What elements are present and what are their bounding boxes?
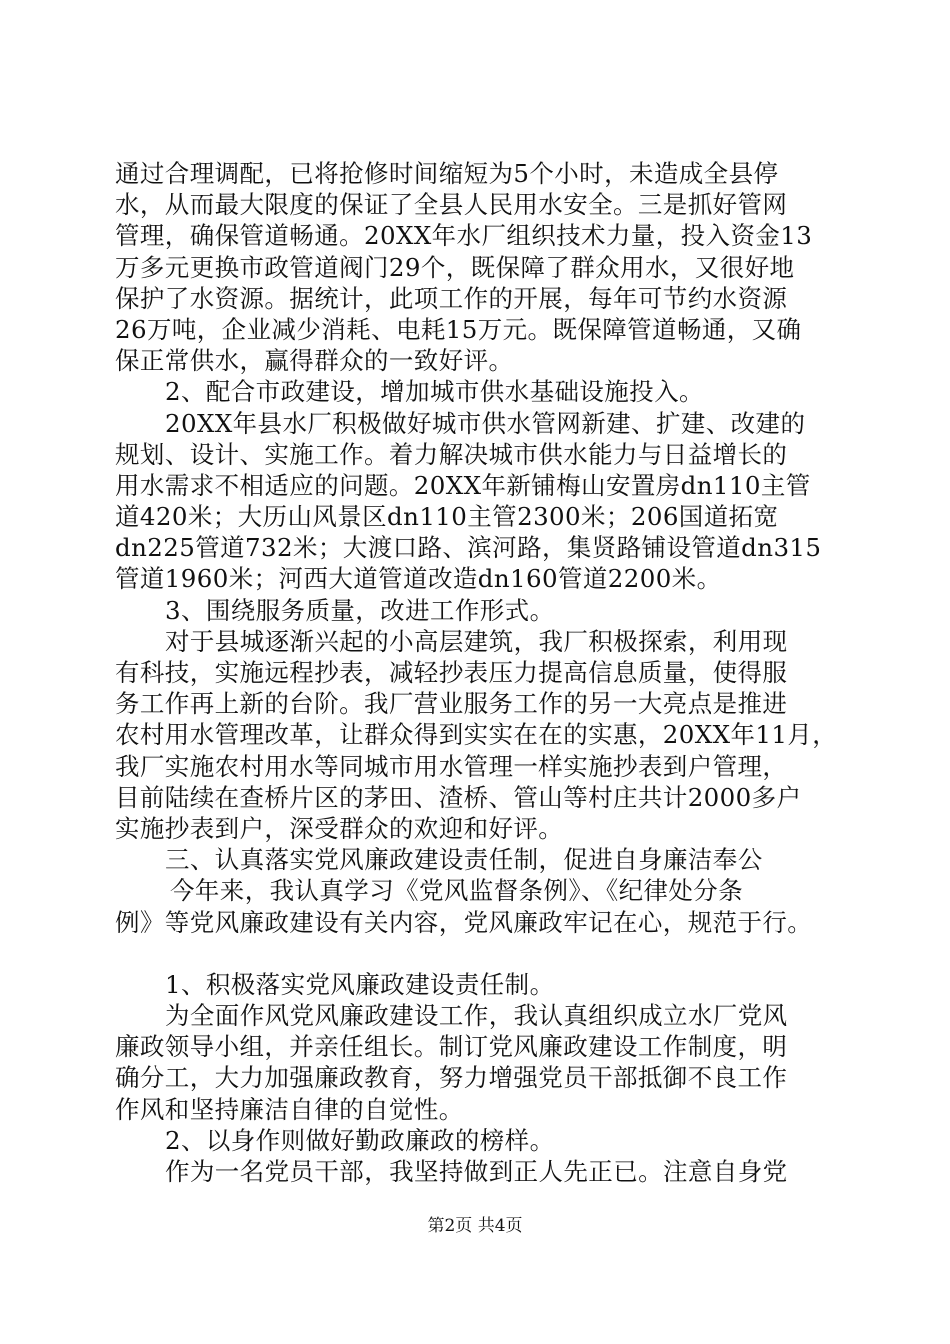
section-heading: 三、认真落实党风廉政建设责任制，促进自身廉洁奉公 — [165, 845, 763, 875]
page-footer: 第2页 共4页 — [427, 1216, 523, 1236]
text-line: 作为一名党员干部，我坚持做到正人先正已。注意自身党 — [165, 1157, 788, 1186]
text-line: 务工作再上新的台阶。我厂营业服务工作的另一大亮点是推进 — [115, 689, 788, 719]
text-line: 26万吨，企业减少消耗、电耗15万元。既保障管道畅通，又确 — [115, 314, 802, 344]
section-heading: 3、围绕服务质量，改进工作形式。 — [165, 595, 555, 625]
text-line: 规划、设计、实施工作。着力解决城市供水能力与日益增长的 — [115, 439, 788, 469]
text-line: 通过合理调配，已将抢修时间缩短为5个小时，未造成全县停 — [115, 159, 779, 188]
text-line: 为全面作风党风廉政建设工作，我认真组织成立水厂党风 — [165, 1001, 788, 1031]
text-line: 今年来，我认真学习《党风监督条例》、《纪律处分条 — [170, 876, 744, 906]
text-line: 管道1960米；河西大道管道改造dn160管道2200米。 — [115, 564, 722, 594]
text-line: 作风和坚持廉洁自律的自觉性。 — [115, 1094, 464, 1124]
text-line: 确分工，大力加强廉政教育，努力增强党员干部抵御不良工作 — [115, 1063, 788, 1093]
section-heading: 2、以身作则做好勤政廉政的榜样。 — [165, 1125, 555, 1155]
text-line: 实施抄表到户，深受群众的欢迎和好评。 — [115, 813, 564, 843]
paragraph-gap — [115, 938, 850, 969]
text-line: 保正常供水，赢得群众的一致好评。 — [115, 346, 514, 376]
text-line: 有科技，实施远程抄表，减轻抄表压力提高信息质量，使得服 — [115, 658, 788, 687]
text-line: dn225管道732米；大渡口路、滨河路，集贤路铺设管道dn315 — [115, 533, 822, 563]
text-line: 管理，确保管道畅通。20XX年水厂组织技术力量，投入资金13 — [115, 221, 813, 251]
text-line: 廉政领导小组，并亲任组长。制订党风廉政建设工作制度，明 — [115, 1032, 788, 1062]
text-line: 我厂实施农村用水等同城市用水管理一样实施抄表到户管理， — [115, 751, 788, 781]
document-body — [115, 158, 850, 1187]
text-line: 目前陆续在查桥片区的茅田、渣桥、管山等村庄共计2000多户 — [115, 782, 802, 812]
section-heading: 1、积极落实党风廉政建设责任制。 — [165, 969, 555, 999]
text-line: 农村用水管理改革，让群众得到实实在在的实惠，20XX年11月， — [115, 720, 838, 750]
section-heading: 2、配合市政建设，增加城市供水基础设施投入。 — [165, 377, 704, 407]
text-line: 道420米；大历山风景区dn110主管2300米；206国道拓宽 — [115, 502, 779, 532]
text-line: 保护了水资源。据统计，此项工作的开展，每年可节约水资源 — [115, 283, 788, 313]
text-line: 万多元更换市政管道阀门29个，既保障了群众用水，又很好地 — [115, 252, 795, 282]
text-line: 例》等党风廉政建设有关内容，党风廉政牢记在心，规范于行。 — [115, 907, 813, 937]
text-line: 水，从而最大限度的保证了全县人民用水安全。三是抓好管网 — [115, 190, 788, 220]
text-line: 对于县城逐渐兴起的小高层建筑，我厂积极探索，利用现 — [165, 626, 788, 656]
text-line: 20XX年县水厂积极做好城市供水管网新建、扩建、改建的 — [165, 408, 806, 438]
text-line: 用水需求不相适应的问题。20XX年新铺梅山安置房dn110主管 — [115, 470, 811, 500]
